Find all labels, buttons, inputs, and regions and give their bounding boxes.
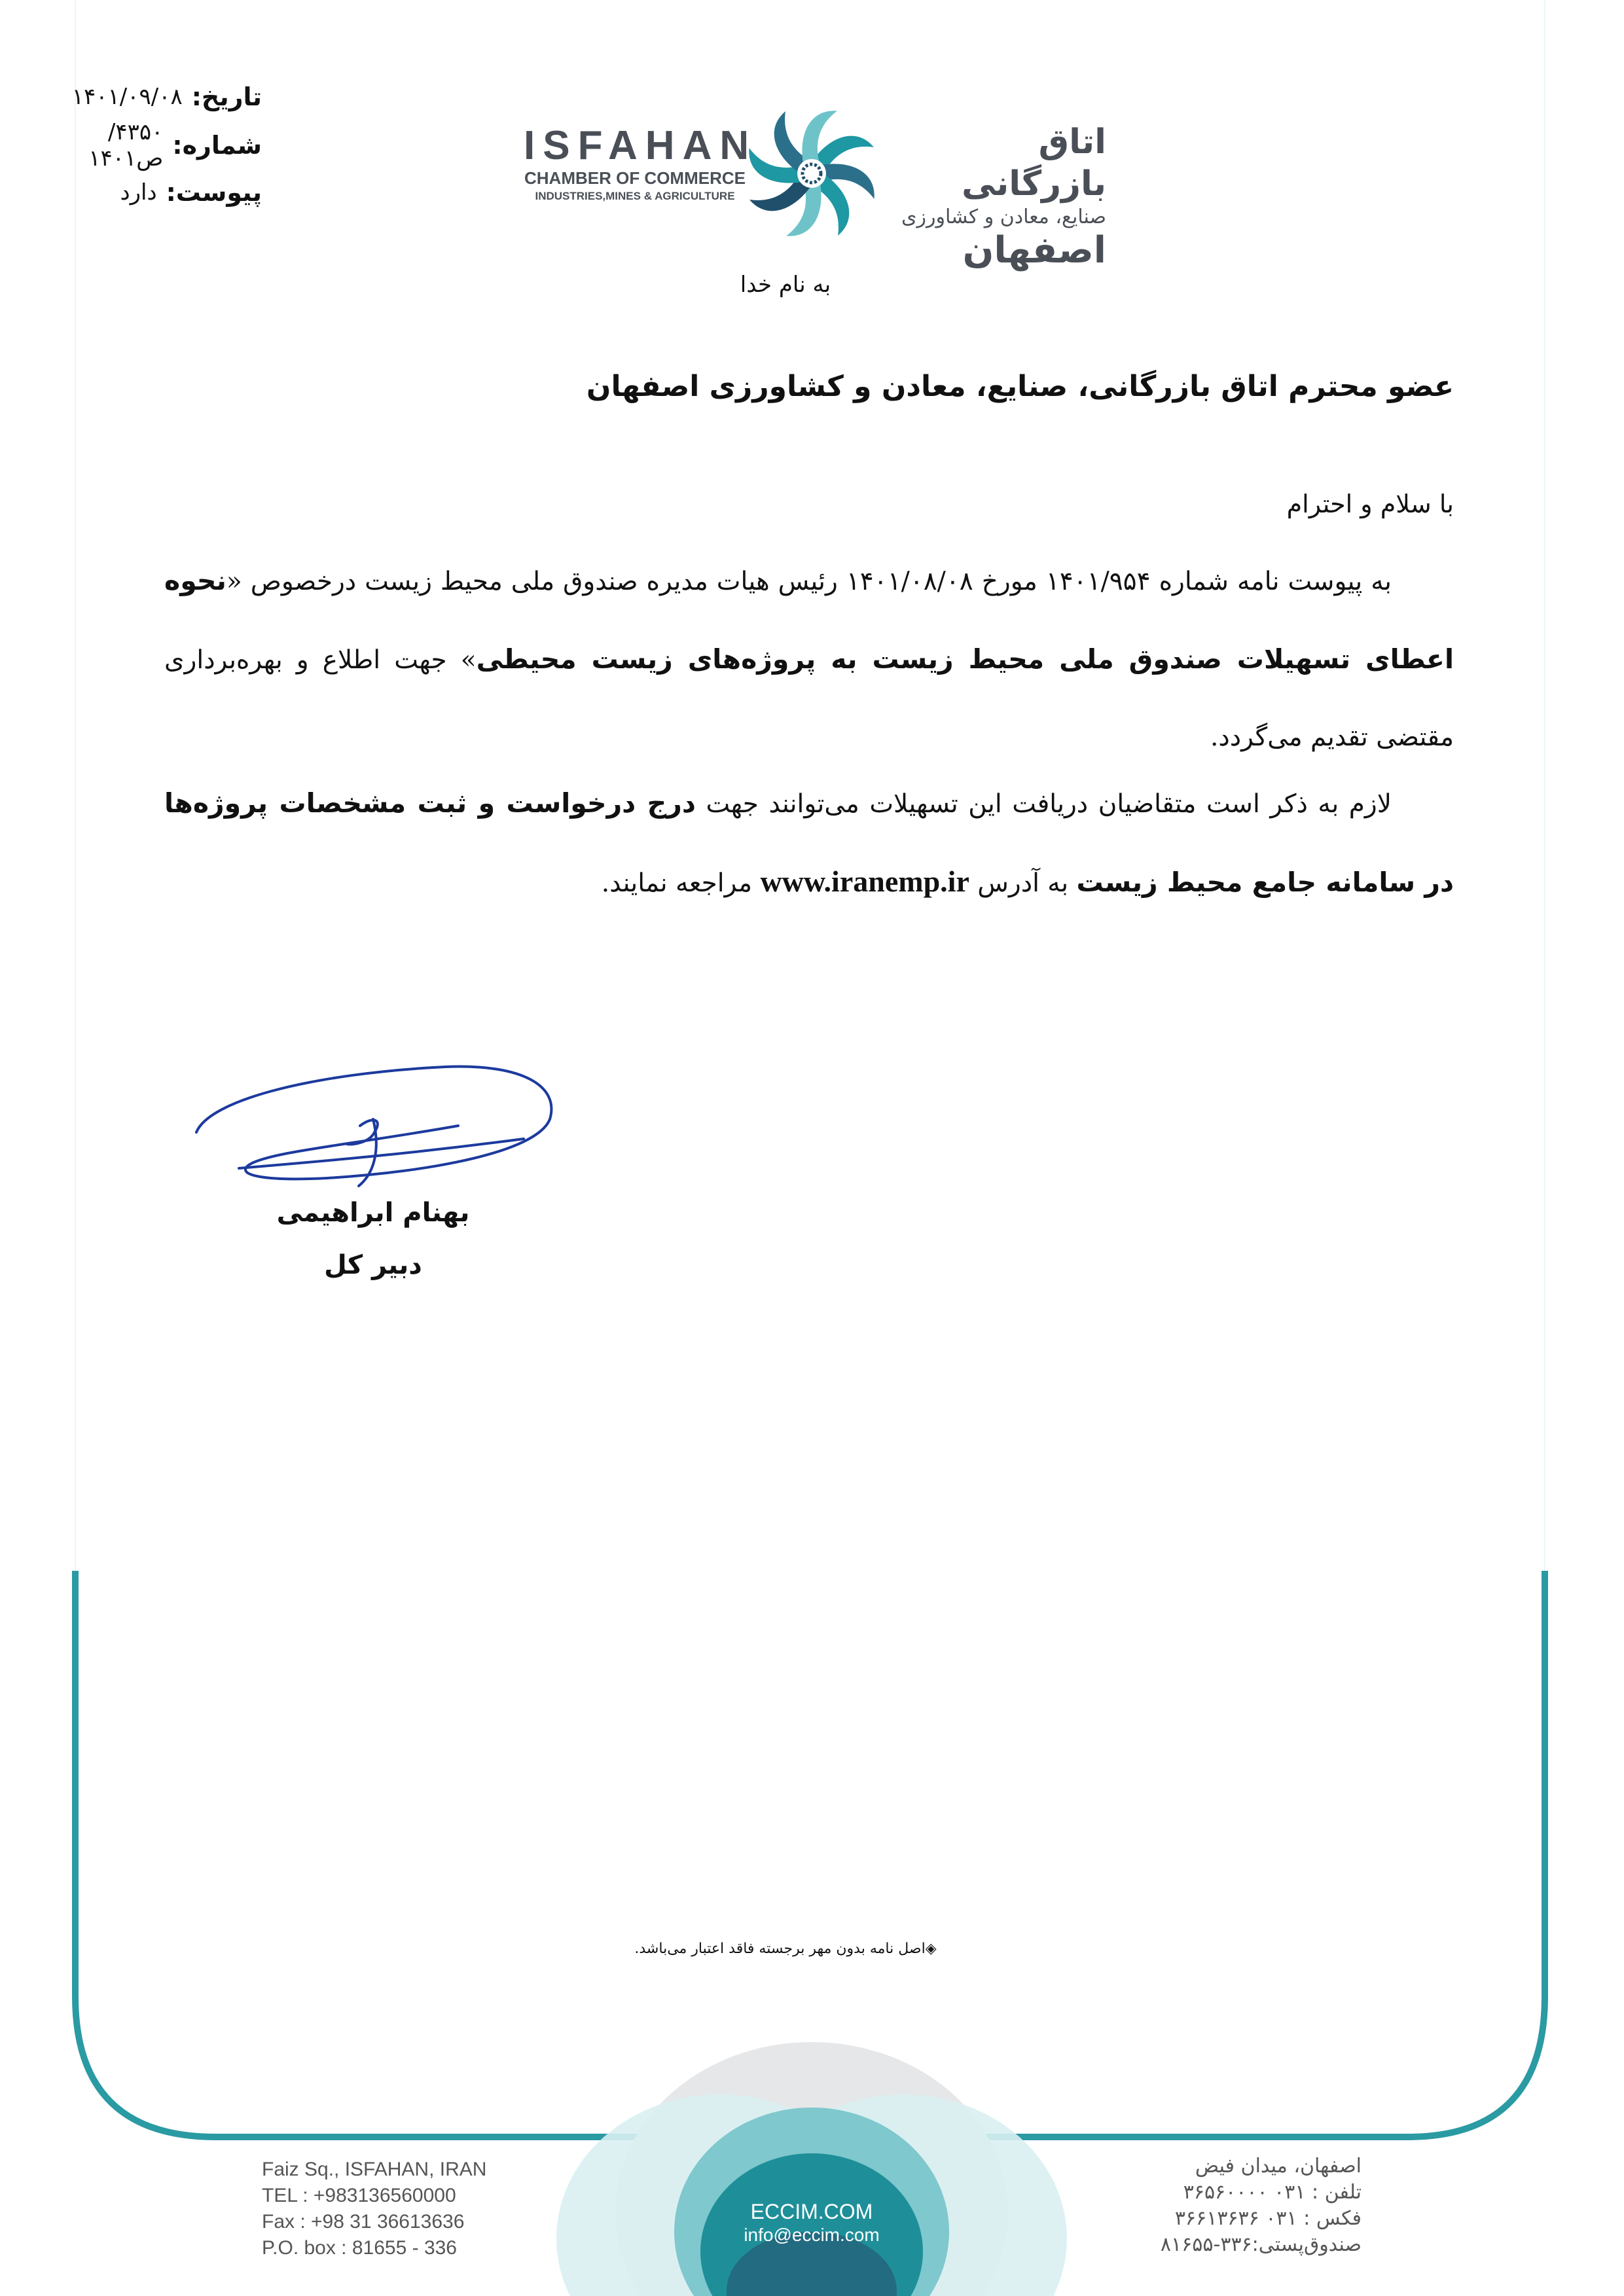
logo-text-persian: [884, 121, 1106, 272]
stamp-disclaimer: ◈اصل نامه بدون مهر برجسته فاقد اعتبار می‌باشد.: [634, 1941, 937, 1957]
footer-flower-ornament: [524, 2016, 1100, 2296]
date-label: تاریخ:: [191, 82, 262, 111]
footer-fa-fax: فکس : ۰۳۱ ۳۶۶۱۳۶۳۶: [1174, 2207, 1362, 2230]
p1-bold: نحوه اعطای تسهیلات صندوق ملی محیط زیست به پروژه‌های زیست محیطی: [164, 565, 1454, 675]
signatory-name: بهنام ابراهیمی: [276, 1198, 470, 1228]
p1-text-a: به پیوست نامه شماره ۱۴۰۱/۹۵۴ مورخ ۱۴۰۱/۰۸/۰۸ رئیس هیات مدیره صندوق ملی محیط زیست درخصوص «: [226, 567, 1392, 596]
footer-domain[interactable]: ECCIM.COM: [750, 2200, 873, 2223]
number-label: شماره:: [172, 131, 262, 160]
website-link[interactable]: www.iranemp.ir: [760, 865, 969, 898]
p2-text-a: لازم به ذکر است متقاضیان دریافت این تسهیلات می‌توانند جهت: [695, 789, 1392, 819]
attachment-label: پیوست:: [166, 178, 262, 207]
footer-en-po: P.O. box : 81655 - 336: [262, 2237, 457, 2259]
footer-fa-po: صندوق‌پستی:۳۳۶-۸۱۶۵۵: [1160, 2233, 1362, 2256]
date-row: [59, 77, 262, 117]
p2-bold: درج درخواست و ثبت مشخصات پروژه‌ها در سامانه جامع محیط زیست: [164, 787, 1454, 898]
footer-en-tel: TEL : +983136560000: [262, 2185, 456, 2206]
p2-text-b: به آدرس: [969, 869, 1077, 898]
logo-en-line1: ISFAHAN: [524, 123, 757, 168]
p1-text-b: » جهت اطلاع و بهره‌برداری مقتضی تقدیم می‌گردد.: [164, 645, 1454, 752]
footer-fa-address: اصفهان، میدان فیض: [1195, 2155, 1362, 2178]
footer-en-address: Faiz Sq., ISFAHAN, IRAN: [262, 2159, 487, 2180]
footer-en-fax: Fax : +98 31 36613636: [262, 2211, 465, 2233]
paragraph-1: [164, 542, 1454, 776]
chamber-logo-emblem: [743, 105, 880, 242]
logo-en-line3: INDUSTRIES,MINES & AGRICULTURE: [535, 190, 735, 202]
footer-contact-persian: [1087, 2153, 1362, 2258]
footer-website: [713, 2199, 910, 2246]
logo-fa-line1: اتاق بازرگانی: [962, 122, 1106, 204]
footer-fa-tel: تلفن : ۰۳۱ ۳۶۵۶۰۰۰۰: [1183, 2181, 1362, 2204]
logo-en-line2: CHAMBER OF COMMERCE: [524, 168, 746, 188]
bismillah: به نام خدا: [740, 272, 831, 298]
p2-text-c: مراجعه نمایند.: [601, 869, 761, 898]
logo-fa-line3: اصفهان: [962, 229, 1106, 272]
attachment-row: [59, 173, 262, 212]
logo-text-english: [524, 123, 757, 204]
number-value: ۴۳۵۰/ص۱۴۰۱: [88, 119, 164, 171]
footer-email[interactable]: info@eccim.com: [744, 2225, 880, 2245]
salutation: با سلام و احترام: [1286, 490, 1454, 518]
date-value: ۱۴۰۱/۰۹/۰۸: [71, 84, 183, 110]
paragraph-2: [164, 764, 1454, 922]
recipient-line: عضو محترم اتاق بازرگانی، صنایع، معادن و کشاورزی اصفهان: [586, 370, 1454, 403]
footer-contact-english: [262, 2157, 511, 2261]
number-row: [59, 119, 262, 171]
logo-fa-line2: صنایع، معادن و کشاورزی: [901, 206, 1106, 228]
signatory-title: دبیر کل: [324, 1250, 422, 1280]
handwritten-signature: [183, 1047, 563, 1217]
attachment-value: دارد: [120, 179, 157, 206]
